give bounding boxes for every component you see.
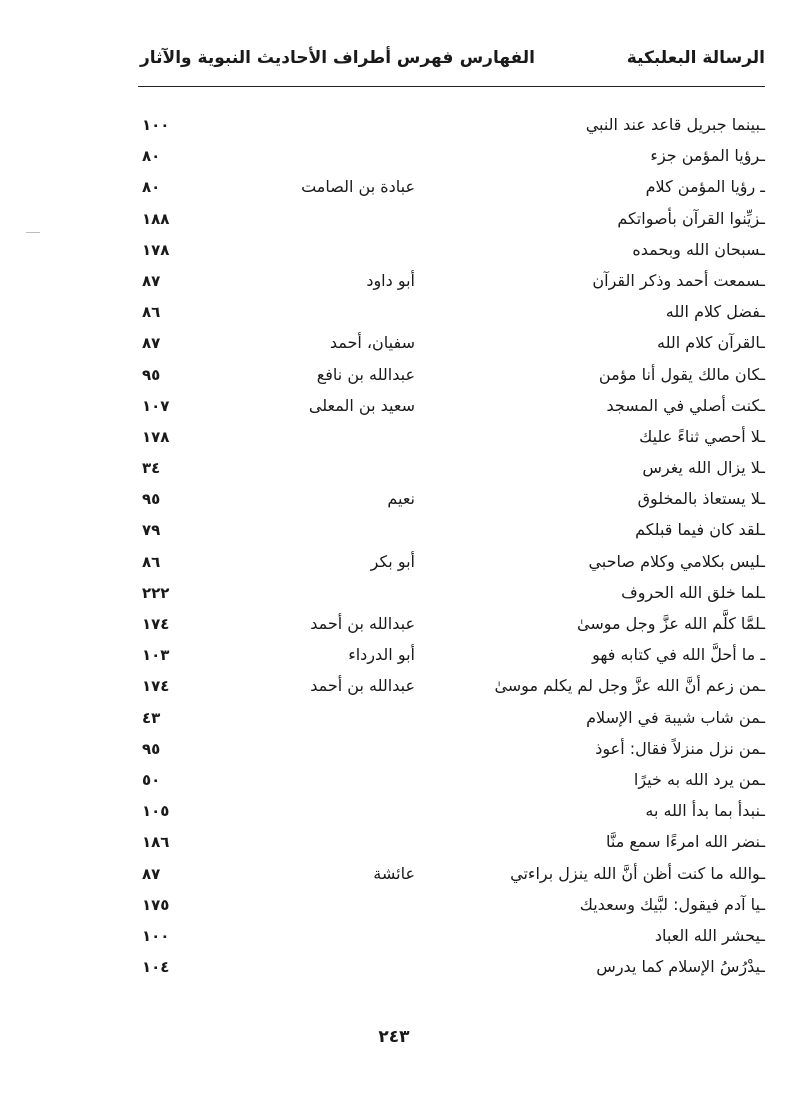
hadith-text: ـنضر الله امرءًا سمع منَّا — [605, 832, 765, 852]
hadith-text: ـ رؤيا المؤمن كلام — [645, 177, 765, 197]
page-ref: ٨٦ — [142, 552, 161, 571]
index-row — [140, 422, 765, 453]
index-row — [140, 890, 765, 921]
page-ref: ١٨٨ — [142, 209, 170, 228]
index-title: فهرس أطراف الأحاديث النبوية والآثار — [140, 48, 454, 68]
narrator: عبادة بن الصامت — [301, 177, 415, 197]
index-row — [140, 360, 765, 391]
index-row — [140, 796, 765, 827]
page-ref: ٩٥ — [142, 739, 161, 758]
section-title: الفهارس — [459, 48, 535, 68]
hadith-text: ـلما خلق الله الحروف — [621, 582, 765, 602]
page-ref: ٨٧ — [142, 334, 161, 353]
page-ref: ٢٢٢ — [142, 583, 170, 602]
page-ref: ٨٠ — [142, 178, 161, 197]
hadith-text: ـيا آدم فيقول: لبَّيك وسعديك — [579, 894, 765, 914]
page-ref: ٥٠ — [142, 770, 161, 789]
index-row — [140, 827, 765, 858]
hadith-text: ـلقد كان فيما قبلكم — [635, 520, 765, 540]
page-ref: ١٠٧ — [142, 396, 170, 415]
index-row — [140, 547, 765, 578]
hadith-text: ـسمعت أحمد وذكر القرآن — [592, 270, 765, 290]
narrator: سعيد بن المعلى — [308, 395, 415, 415]
hadith-text: ـيحشر الله العباد — [654, 925, 765, 945]
hadith-text: ـلمَّا كلَّم الله عزَّ وجل موسىٰ — [577, 614, 765, 633]
index-row — [140, 734, 765, 765]
page-ref: ٩٥ — [142, 365, 161, 384]
index-row — [140, 609, 765, 640]
page-ref: ٧٩ — [142, 521, 161, 540]
hadith-text: ـليس بكلامي وكلام صاحبي — [588, 551, 765, 571]
index-row — [140, 453, 765, 484]
index-row — [140, 952, 765, 983]
index-row — [140, 141, 765, 172]
hadith-text: ـكنت أصلي في المسجد — [606, 395, 765, 415]
hadith-text: ـالقرآن كلام الله — [657, 333, 765, 353]
hadith-text: ـفضل كلام الله — [665, 302, 765, 322]
narrator: أبو الدرداء — [348, 645, 415, 665]
index-row — [140, 328, 765, 359]
hadith-text: ـسبحان الله وبحمده — [632, 239, 765, 259]
hadith-text: ـلا يستعاذ بالمخلوق — [637, 489, 765, 509]
book-title: الرسالة البعلبكية — [626, 48, 765, 68]
index-row — [140, 266, 765, 297]
narrator: أبو داود — [366, 270, 415, 290]
page-ref: ١٧٥ — [142, 895, 170, 914]
hadith-text: ـلا يزال الله يغرس — [642, 458, 765, 478]
hadith-text: ـمن يرد الله به خيرًا — [633, 769, 765, 789]
index-row — [140, 391, 765, 422]
page-ref: ٨٧ — [142, 271, 161, 290]
running-header — [140, 48, 765, 78]
hadith-text: ـيدْرُسُ الإسلام كما يدرس — [596, 957, 765, 977]
index-table — [140, 110, 765, 983]
index-row — [140, 515, 765, 546]
hadith-text: ـمن شاب شيبة في الإسلام — [586, 707, 765, 727]
index-row — [140, 297, 765, 328]
index-row — [140, 172, 765, 203]
narrator: عبدالله بن أحمد — [310, 614, 415, 633]
narrator: عبدالله بن نافع — [316, 364, 415, 384]
index-row — [140, 484, 765, 515]
hadith-text: ـبينما جبريل قاعد عند النبي — [585, 115, 765, 134]
page-ref: ٨٠ — [142, 147, 161, 166]
hadith-text: ـوالله ما كنت أظن أنَّ الله ينزل براءتي — [510, 863, 765, 883]
narrator: أبو بكر — [370, 551, 415, 571]
index-row — [140, 235, 765, 266]
hadith-text: ـمن نزل منزلاً فقال: أعوذ — [595, 738, 765, 758]
narrator: عبدالله بن أحمد — [310, 676, 415, 696]
page-ref: ١٠٠ — [142, 926, 170, 945]
page-ref: ٨٧ — [142, 864, 161, 883]
page-ref: ١٠٠ — [142, 116, 170, 134]
page-ref: ١٧٨ — [142, 240, 170, 259]
page-ref: ٨٦ — [142, 303, 161, 322]
index-row — [140, 578, 765, 609]
index-row — [140, 703, 765, 734]
index-row — [140, 110, 765, 141]
narrator: عائشة — [373, 863, 415, 883]
page-ref: ٤٣ — [142, 708, 161, 727]
hadith-text: ـلا أحصي ثناءً عليك — [639, 426, 765, 446]
page-ref: ١٠٤ — [142, 958, 170, 977]
index-row — [140, 921, 765, 952]
narrator: نعيم — [387, 489, 415, 509]
page-ref: ١٨٦ — [142, 833, 170, 852]
hadith-text: ـزيِّنوا القرآن بأصواتكم — [617, 208, 765, 228]
header-rule — [138, 86, 765, 87]
index-row — [140, 671, 765, 702]
page-ref: ٣٤ — [142, 459, 161, 478]
page-ref: ٩٥ — [142, 490, 161, 509]
index-row — [140, 765, 765, 796]
page-ref: ١٧٨ — [142, 427, 170, 446]
index-row — [140, 204, 765, 235]
hadith-text: ـنبدأ بما بدأ الله به — [645, 801, 765, 821]
page-number: ٢٤٣ — [378, 1027, 410, 1047]
page-ref: ١٠٣ — [142, 646, 170, 665]
page-ref: ١٧٤ — [142, 615, 170, 633]
hadith-text: ـ ما أحلَّ الله في كتابه فهو — [592, 645, 765, 665]
hadith-text: ـكان مالك يقول أنا مؤمن — [598, 364, 765, 384]
narrator: سفيان، أحمد — [329, 333, 415, 353]
index-row — [140, 859, 765, 890]
margin-mark — [26, 232, 40, 233]
hadith-text: ـمن زعم أنَّ الله عزَّ وجل لم يكلم موسىٰ — [494, 676, 765, 696]
hadith-text: ـرؤيا المؤمن جزء — [650, 146, 765, 166]
page-ref: ١٠٥ — [142, 802, 170, 821]
page-ref: ١٧٤ — [142, 677, 170, 696]
index-row — [140, 640, 765, 671]
